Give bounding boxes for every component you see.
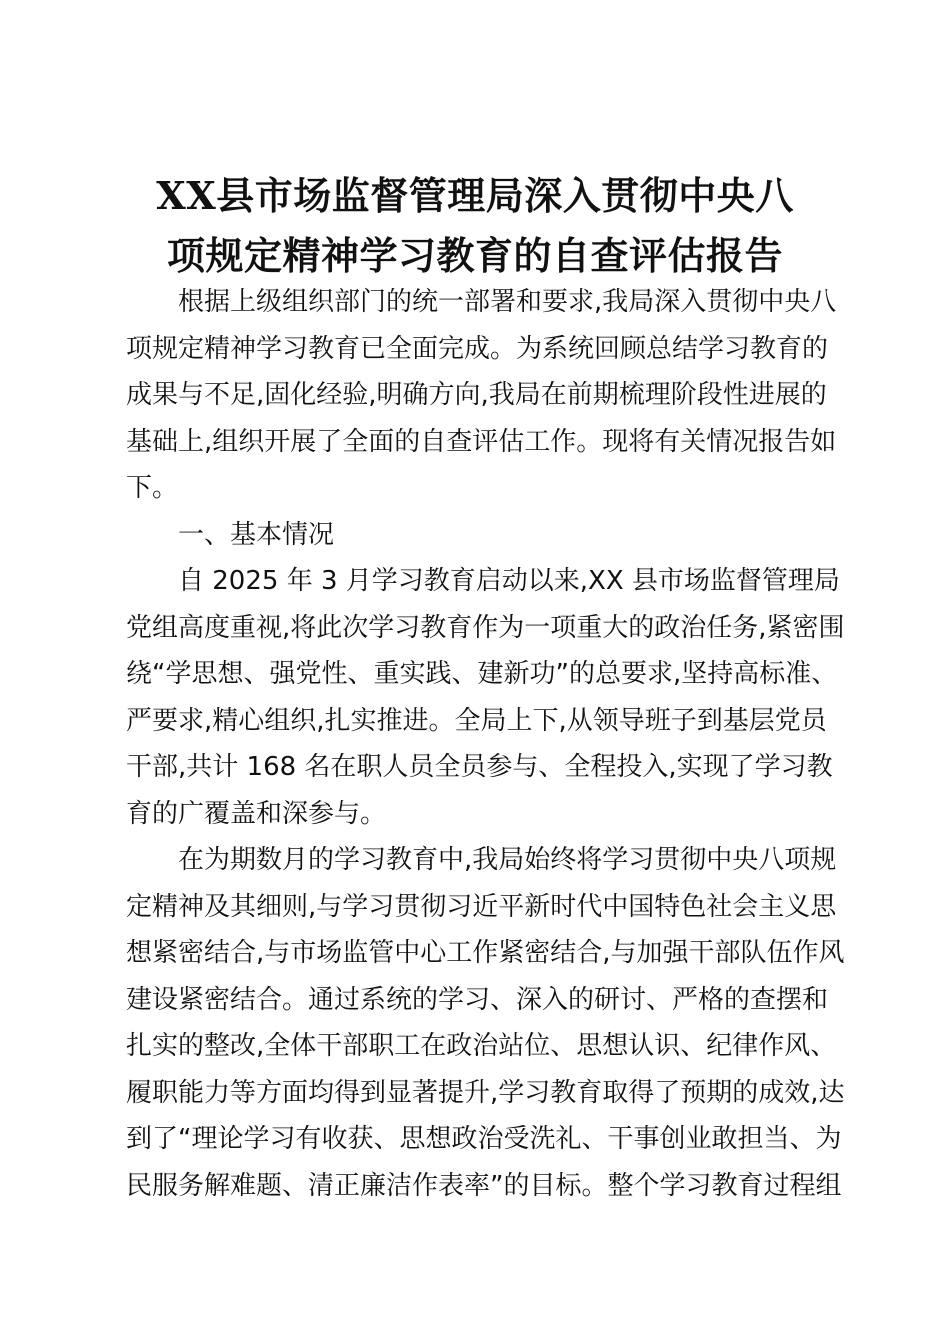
- section-heading-basic-situation: [126, 512, 838, 559]
- text-line: 到了“理论学习有收获、思想政治受洗礼、干事创业敢担当、为: [126, 1124, 842, 1154]
- text-line: 履职能力等方面均得到显著提升,学习教育取得了预期的成效,达: [126, 1077, 845, 1108]
- paragraph-launch: [126, 558, 845, 837]
- text-line: 定精神及其细则,与学习贯彻习近平新时代中国特色社会主义思: [126, 891, 837, 922]
- document-body: [126, 279, 845, 1209]
- text-line: 项规定精神学习教育已全面完成。为系统回顾总结学习教育的: [126, 333, 829, 364]
- text-line: 民服务解难题、清正廉洁作表率”的目标。整个学习教育过程组: [126, 1170, 842, 1201]
- text-line: 基础上,组织开展了全面的自查评估工作。现将有关情况报告如: [126, 426, 837, 457]
- section-heading: 一、基本情况: [178, 519, 335, 550]
- title-line-1: XX县市场监督管理局深入贯彻中央八: [156, 173, 794, 218]
- document-title: [110, 166, 840, 286]
- text-line: 党组高度重视,将此次学习教育作为一项重大的政治任务,紧密围: [126, 612, 845, 643]
- title-line-2: 项规定精神学习教育的自查评估报告: [166, 233, 783, 278]
- text-line: 扎实的整改,全体干部职工在政治站位、思想认识、纪律作风、: [126, 1031, 837, 1061]
- text-line: 在为期数月的学习教育中,我局始终将学习贯彻中央八项规: [178, 845, 837, 875]
- paragraph-intro: [126, 279, 838, 512]
- paragraph-results: [126, 837, 845, 1209]
- text-line: 根据上级组织部门的统一部署和要求,我局深入贯彻中央八: [178, 287, 837, 317]
- text-line: 绕“学思想、强党性、重实践、建新功”的总要求,坚持高标准、: [126, 659, 838, 689]
- text-line: 育的广覆盖和深参与。: [126, 798, 387, 829]
- text-line: 严要求,精心组织,扎实推进。全局上下,从领导班子到基层党员: [126, 705, 827, 736]
- text-line: 成果与不足,固化经验,明确方向,我局在前期梳理阶段性进展的: [126, 380, 827, 410]
- text-line: 下。: [126, 473, 179, 503]
- text-line: 建设紧密结合。通过系统的学习、深入的研讨、严格的查摆和: [126, 984, 829, 1015]
- text-line: 干部,共计 168 名在职人员全员参与、全程投入,实现了学习教: [126, 752, 833, 782]
- text-line: 自 2025 年 3 月学习教育启动以来,XX 县市场监督管理局: [178, 566, 840, 596]
- text-line: 想紧密结合,与市场监管中心工作紧密结合,与加强干部队伍作风: [126, 938, 845, 968]
